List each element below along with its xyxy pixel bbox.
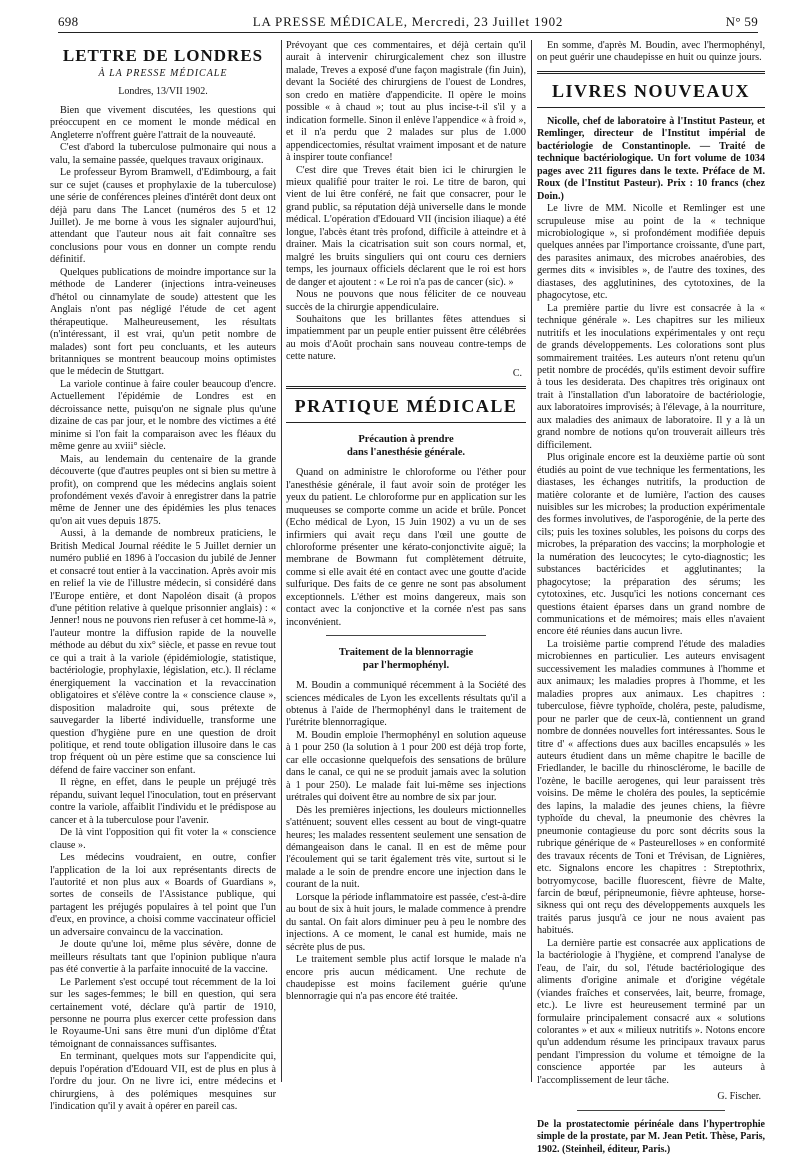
letter-paragraph: De là vint l'opposition qui fit voter la « conscience clause ». — [50, 827, 276, 851]
book-paragraph: Plus originale encore est la deuxième partie où sont étudiés au point de vue technique les fermentations, les diastases, les échanges nutritifs, la production de matière colorante et de lumière, l'action des causes nuisibles sur les microbes; la production expérimentale des formes involutives, de l'asporogénie, de la perte des cils; puis les toxines solubles, les poisons du corps des microbes, la préparation des vaccins; la morphologie et la numération des leucocytes; le cyto-diagnostic; les substances bactéricides et agglutinantes; la phagocytose; la préparation des sérums; les cytotoxines, etc. Jusqu'ici les notions concernant ces questions étaient éparses dans un grand nombre de communications et de mémoires; mais elles n'avaient encore été réunies dans aucun livre. — [537, 452, 765, 638]
book-notice: De la prostatectomie périnéale dans l'hypertrophie simple de la prostate, par M. Jean Petit. Thèse, Paris, 1902. (Steinheil, éditeur, Paris.) — [537, 1118, 765, 1155]
article-heading: Précaution à prendre dans l'anesthésie générale. — [346, 434, 466, 459]
letter-paragraph: Bien que vivement discutées, les questions qui préoccupent en ce moment le monde médical en Angleterre n'offrent guère l'attrait de la nouveauté. — [50, 104, 276, 141]
article-paragraph: En somme, d'après M. Boudin, avec l'hermophényl, on peut guérir une chaudepisse en huit ou quinze jours. — [537, 40, 765, 64]
letter-paragraph: Mais, au lendemain du centenaire de la grande découverte (que d'autres peuples ont si bien su mettre à profit), on comprend que les médecins anglais soient profondément vexés d'avoir à enregistrer dans la patrie même de Jenner une des épidémies les plus tenaces qu'on ait vues depuis 1875. — [50, 453, 276, 527]
page-number: 698 — [58, 14, 79, 29]
letter-paragraph: La variole continue à faire couler beaucoup d'encre. Actuellement l'épidémie de Londres est en décroissance nette, puisqu'on ne signale plus qu'une dizaine de cas par jour, et le nombre des victimes a été minime si l'on fait la comparaison avec les fléaux du même genre au xviii° siècle. — [50, 378, 276, 453]
publication-title: LA PRESSE MÉDICALE, Mercredi, 23 Juillet 1902 — [252, 14, 564, 29]
letter-paragraph: En terminant, quelques mots sur l'appendicite qui, depuis l'opération d'Edouard VII, est de plus en plus à l'ordre du jour. On ne livre ici, entre médecins et chirurgiens, à des polémiques mesquines sur l'indication qu'il y avait à opérer en pareil cas. — [50, 1051, 276, 1113]
column-3 — [537, 40, 765, 1155]
letter-paragraph: Prévoyant que ces commentaires, et déjà certain qu'il aurait à intervenir chirurgicalement chez son illustre malade, Treves a exposé d'une façon magistrale (fin Juin), devant la Société des chirurgiens de l'ouest de Londres, son credo en matière d'appendicite. Il opère le moins possible « à chaud »; tout au plus incise-t-il s'il y a indication formelle. Sinon il enlève l'appendice « à froid », et il n'a perdu que 2 malades sur plus de 1.000 appendicectomies, résultat vraiment imposant et de nature à inspirer toute confiance! — [286, 40, 526, 164]
book-paragraph: Nicolle, chef de laboratoire à l'Institut Pasteur, et Remlinger, directeur de l'Institut impérial de bactériologie de Constantinople. — Traité de technique bactériologique. Un fort volume de 1034 pages avec 211 figures dans le texte. Préface de M. Roux (de l'Institut Pasteur). Prix : 10 francs (chez Doin.) — [537, 115, 765, 202]
article-paragraph: Le traitement semble plus actif lorsque le malade n'a encore pris aucun médicament. Une rechute de chaudepisse est moins facilement guérie qu'une blennorragie qui n'a pas encore été traitée. — [286, 954, 526, 1003]
pratique-section-title: PRATIQUE MÉDICALE — [286, 386, 526, 423]
letter-date: Londres, 13/VII 1902. — [118, 86, 208, 98]
letter-paragraph: Le Parlement s'est occupé tout récemment de la loi sur les sages-femmes; le bill en question, qui sera certainement voté, déclare qu'à partir de 1910, personne ne pourra plus exercer cette profession dans le Royaume-Uni sans être muni d'un diplôme d'État témoignant de connaissances suffisantes. — [50, 976, 276, 1050]
book-paragraph: La dernière partie est consacrée aux applications de la bactériologie à l'hygiène, et comprend l'analyse de l'eau, de l'air, du sol, l'étude bactériologique des aliments d'origine animale et d'origine végétale (viandes fraîches et conservées, lait, beurre, fromage, etc.). Le livre est heureusement terminé par un formulaire principalement consacré aux « solutions colorantes » et aux « milieux nutritifs ». Notons encore qu'un addendum résume les principaux travaux parus pendant l'impression du volume et témoigne de la conscience apportée par les auteurs à l'accomplissement de leur tâche. — [537, 937, 765, 1086]
letter-paragraph: Quelques publications de moindre importance sur la méthode de Landerer (injections intra-veineuses d'hétol ou cinnamylate de soude) attestent que les Anglais n'ont pas négligé l'étude de cet agent thérapeutique. Malheureusement, les résultats (n'intéressant, il est vrai, qu'un petit nombre de malades) sont fort peu concluants, et les auteurs britanniques se montrent beaucoup moins optimistes que le médecin de Stuttgart. — [50, 266, 276, 378]
article-paragraph: Quand on administre le chloroforme ou l'éther pour l'anesthésie générale, il faut avoir soin de protéger les yeux du patient. Le chloroforme pur en application sur les muqueuses se comporte comme un acide et brûle. Poncet (Echo médical de Lyon, 15 Juin 1902) a vu un de ses infirmiers qui avait reçu dans l'œil une goutte de chloroforme présenter une kérato-conjonctivite aiguë; la membrane de Bowmann fut complètement détruite, comme si elle avait été en contact avec une goutte d'acide sulfurique. Des faits de ce genre ne sont pas absolument exceptionnels. L'éther est moins dangereux, mais son contact avec la conjonctive et la cornée n'est pas sans inconvénient. — [286, 467, 526, 628]
letter-subtitle: À LA PRESSE MÉDICALE — [98, 68, 228, 79]
issue-number: N° 59 — [725, 14, 758, 29]
article-paragraph: Dès les premières injections, les douleurs mictionnelles s'atténuent; souvent elles cessent au bout de vingt-quatre heures; les malades ressentent seulement une sensation de démangeaison dans le canal. Il en est de même pour l'écoulement qui se tarit également très vite, surtout si le malade a le soin de prendre encore une injection dans le courant de la nuit. — [286, 804, 526, 891]
book-paragraph: La troisième partie comprend l'étude des maladies microbiennes en particulier. Les auteurs envisagent successivement les maladies communes à l'homme et aux animaux; les maladies propres à l'homme, et les maladies propres aux animaux. Les chapitres : tuberculose, fièvre typhoïde, choléra, peste, paludisme, pour ne parler que de ceux-là, contiennent un grand nombre de données nouvelles fort intéressantes. Sous le titre d' « affections dues aux bacilles encapsulés » les auteurs étudient dans un même chapitre le bacille de Friedlander, le bacille du rhinosclérome, le bacille de l'ozène, le bacille aerogenes, qui leur paraissent très voisins. De même le choléra des poules, la septicémie des lapins, la maladie des jeunes chiens, la fièvre typhoïde du cheval, la pneumonie des chèvres la pneumonie contagieuse du porc sont décrits sous la rubrique générique de « Pasteurelloses » en conformité des travaux récents de Toni et Trévisan, de Lignières, etc. Signalons encore les chapitres : Streptothrix, botryomycose, bacille fluorescent, fièvre de Malte, farcin de bœuf, péripneumonie, fièvre aphteuse, horse-sikness qui ont reçu des développements auxquels les traités parus jusqu'à ce jour ne nous avaient pas habitués. — [537, 638, 765, 937]
article-paragraph: Lorsque la période inflammatoire est passée, c'est-à-dire au bout de six à huit jours, le malade commence à prendre du santal. On fait alors diminuer peu à peu le nombre des injections. A ce moment, le canal est humide, mais ne sécrète plus de pus. — [286, 891, 526, 953]
letter-paragraph: Le professeur Byrom Bramwell, d'Edimbourg, a fait sur ce sujet (causes et prophylaxie de la tuberculose) une série de conférences pleines d'intérêt dont deux ont déjà paru dans The Lancet (numéros des 5 et 12 Juillet). Je me borne à vous les signaler aujourd'hui, attendant que l'auteur nous ait fait connaître ses conclusions pour vous en donner un compte rendu définitif. — [50, 167, 276, 266]
letter-paragraph: Souhaitons que les brillantes fêtes attendues si impatiemment par un peuple entier puissent être célébrées au mois d'Août prochain sans nouveau contre-temps de cette nature. — [286, 313, 526, 363]
review-signature: G. Fischer. — [717, 1091, 761, 1103]
letter-paragraph: C'est d'abord la tuberculose pulmonaire qui nous a valu, la semaine passée, quelques travaux originaux. — [50, 142, 276, 166]
column-divider — [281, 40, 282, 1082]
letter-signature: C. — [512, 367, 522, 379]
page-header — [58, 8, 758, 33]
letter-paragraph: Les médecins voudraient, en outre, confier l'application de la loi aux représentants directs de l'autorité et non plus aux « Boards of Guardians », sortes de conseils de l'Assistance publique, qui partagent les préjugés populaires à tel point que l'un d'eux, en province, a choisi comme vaccinateur officiel un adversaire convaincu de la vaccination. — [50, 852, 276, 938]
letter-title: LETTRE DE LONDRES — [62, 46, 264, 65]
column-1 — [50, 40, 276, 1113]
book-paragraph: Le livre de MM. Nicolle et Remlinger est une scrupuleuse mise au point de la « technique microbiologique », si profondément modifiée depuis quelques années par l'importance croissante, d'une part, des parasites animaux, des microbes anaérobies, des germes dits « invisibles », de l'autre des toxines, des diastases, des agglutinines, des cytotoxines, de la phagocytose, etc. — [537, 203, 765, 302]
letter-paragraph: Je doute qu'une loi, même plus sévère, donne de meilleurs résultats tant que l'opinion publique n'aura pas été convertie à la parfaite innocuité de la vaccine. — [50, 939, 276, 976]
column-divider — [531, 40, 532, 1082]
article-paragraph: M. Boudin a communiqué récemment à la Société des sciences médicales de Lyon les excellents résultats qu'il a obtenus à l'aide de l'hermophényl dans le traitement de l'urétrite blennorragique. — [286, 680, 526, 729]
article-divider — [326, 635, 486, 636]
article-heading: Traitement de la blennorragie par l'hermophényl. — [338, 647, 474, 672]
review-divider — [577, 1110, 725, 1111]
letter-paragraph: C'est dire que Treves était bien ici le chirurgien le mieux qualifié pour traiter le roi. Le titre de baron, qui vient de lui être conféré, ne fait que consacrer, pour le grand public, sa réputation déjà universelle dans le monde médical. L'opération d'Edouard VII (incision iliaque) a été longue, l'abcès étant très profond, difficile à atteindre et à drainer. Mais la cicatrisation suit son cours normal, et, malgré les bruits singuliers qui ont couru ces derniers temps, les journaux officiels déclarent que le roi est hors de danger et ajoutent : « Le roi n'a pas de cancer (sic). » — [286, 164, 526, 288]
letter-paragraph: Nous ne pouvons que nous féliciter de ce nouveau succès de la chirurgie appendiculaire. — [286, 289, 526, 313]
column-2 — [286, 40, 526, 1082]
book-paragraph: La première partie du livre est consacrée à la « technique générale ». Les chapitres sur les milieux nutritifs et les inoculations expérimentales y ont reçu de grands développements. Les colorations sont plus sommairement traitées. Les auteurs n'ont retenu qu'un petit nombre de procédés, qu'ils estiment devoir suffire à tous les desiderata. Des chapitres très originaux ont trait à l'installation d'un laboratoire de bactériologie, aux laboratoires improvisés; à l'élevage, à la nourriture, aux maladies des animaux de laboratoire. Il y a là un grand nombre de notions qu'on trouverait ailleurs très difficilement. — [537, 302, 765, 451]
livres-section-title: LIVRES NOUVEAUX — [537, 71, 765, 108]
article-paragraph: M. Boudin emploie l'hermophényl en solution aqueuse à 1 pour 250 (la solution à 1 pour 200 est déjà trop forte, car elle occasionne quelquefois des sensations de brûlure dans le canal, ce qui ne se produit jamais avec la solution à 1 pour 250). Le malade fait lui-même ses injections urétrales qui doivent être au nombre de six par jour. — [286, 729, 526, 804]
letter-paragraph: Aussi, à la demande de nombreux praticiens, le British Medical Journal réédite le 5 Juillet dernier un numéro publié en 1896 à l'occasion du jubilé de Jenner et consacré tout entier à la vaccination. Après avoir mis en relief la vie de l'illustre médecin, si considéré dans l'Europe entière, et dont Napoléon disait (à propos d'une pétition relative à quelque prisonnier anglais) : « Jenner! nous ne pouvons rien refuser à cet homme-là », l'auteur montre la diffusion rapide de la nouvelle méthode au début du xix° siècle, et passe en revue tout ce qui a trait à la variole (épidémiologie, statistique, bactériologie, prophylaxie, législation, etc.). Il réclame énergiquement la vaccination et la revaccination obligatoires et s'élève contre la « conscience clause », disposition maladroite qui, sous prétexte de sauvegarder la liberté individuelle, transforme une question d'hygiène pure en une question de droit politique, et rend toute obligation illusoire dans le cas trop fréquent où un père estime que sa conscience lui défend de faire vacciner son enfant. — [50, 528, 276, 776]
letter-paragraph: Il règne, en effet, dans le peuple un préjugé très répandu, suivant lequel l'inoculation, tout en préservant contre la variole, affaiblit l'individu et le prédispose au cancer et à la tuberculose pour l'avenir. — [50, 777, 276, 826]
